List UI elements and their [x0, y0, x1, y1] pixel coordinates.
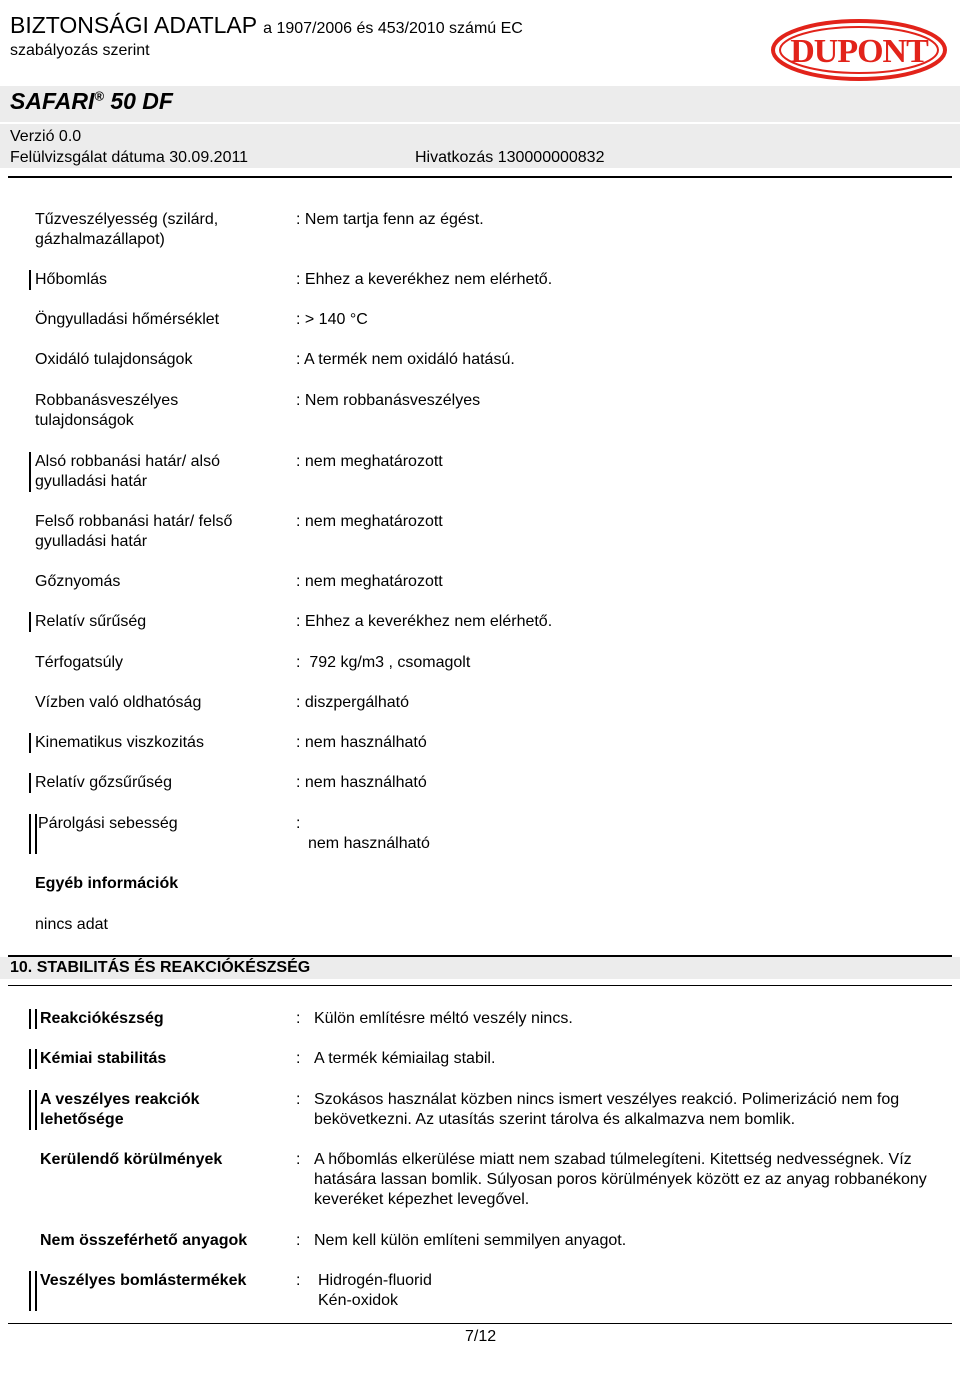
product-suffix: 50 DF	[110, 88, 173, 114]
document-subtitle: szabályozás szerint	[10, 42, 150, 59]
document-title	[10, 12, 523, 39]
value-decomposition-products: Hidrogén-fluorid	[318, 1272, 432, 1289]
section-10-title: 10. STABILITÁS ÉS REAKCIÓKÉSZSÉG	[10, 959, 311, 976]
label-thermal-decomposition: Hőbomlás	[35, 271, 108, 288]
value-explosive: : Nem robbanásveszélyes	[296, 392, 481, 409]
colon: :	[296, 1050, 301, 1067]
label-chemical-stability: Kémiai stabilitás	[40, 1050, 167, 1067]
value-water-solubility: : diszpergálható	[296, 694, 409, 711]
change-marker	[35, 1271, 37, 1311]
value-vapour-pressure: : nem meghatározott	[296, 573, 443, 590]
value-incompatible-materials: Nem kell külön említeni semmilyen anyagot.	[314, 1232, 627, 1249]
change-marker	[29, 1271, 31, 1311]
label-hazardous-reactions: A veszélyes reakciók lehetősége	[40, 1091, 200, 1128]
dupont-logo	[770, 18, 948, 82]
label-vapour-pressure: Gőznyomás	[35, 573, 121, 590]
other-info-text: nincs adat	[35, 916, 108, 933]
change-marker	[29, 1049, 31, 1069]
section-title-underline	[8, 985, 952, 986]
other-info-heading: Egyéb információk	[35, 875, 179, 892]
value-hazardous-reactions: Szokásos használat közben nincs ismert veszélyes reakció. Polimerizáció nem fog bekövetkezni. Az utasítás szerint tárolva és alkalmazva nem bomlik.	[314, 1091, 900, 1128]
revision-date: Felülvizsgálat dátuma 30.09.2011	[10, 149, 249, 166]
label-conditions-to-avoid: Kerülendő körülmények	[40, 1151, 223, 1168]
change-marker	[29, 612, 31, 632]
value-autoignition: : > 140 °C	[296, 311, 368, 328]
value-kinematic-viscosity: : nem használható	[296, 734, 427, 751]
label-reactivity: Reakciókészség	[40, 1010, 164, 1027]
label-kinematic-viscosity: Kinematikus viszkozitás	[35, 734, 204, 751]
change-marker	[35, 1090, 37, 1130]
value-relative-vapour-density: : nem használható	[296, 774, 427, 791]
colon: :	[296, 1010, 301, 1027]
value-reactivity: Külön említésre méltó veszély nincs.	[314, 1010, 573, 1027]
document-title-regulation: a 1907/2006 és 453/2010 számú EC	[263, 20, 523, 37]
svg-text:DUPONT: DUPONT	[790, 33, 928, 70]
label-evaporation-rate: Párolgási sebesség	[38, 815, 178, 832]
header-divider	[8, 176, 952, 178]
label-flammability: Tűzveszélyesség (szilárd, gázhalmazállapot)	[35, 211, 219, 248]
footer-divider	[8, 1323, 952, 1324]
change-marker	[35, 1049, 37, 1069]
label-incompatible-materials: Nem összeférhető anyagok	[40, 1232, 248, 1249]
change-marker	[29, 452, 31, 492]
change-marker	[35, 814, 37, 854]
value-chemical-stability: A termék kémiailag stabil.	[314, 1050, 496, 1067]
colon: :	[296, 1091, 301, 1108]
label-autoignition: Öngyulladási hőmérséklet	[35, 311, 220, 328]
label-explosive: Robbanásveszélyes tulajdonságok	[35, 392, 179, 429]
colon: :	[296, 1232, 301, 1249]
value-upper-explosion-limit: : nem meghatározott	[296, 513, 443, 530]
colon: :	[296, 1272, 301, 1289]
version-text: Verzió 0.0	[10, 128, 82, 145]
change-marker	[29, 773, 31, 793]
label-relative-density: Relatív sűrűség	[35, 613, 147, 630]
value-flammability: : Nem tartja fenn az égést.	[296, 211, 484, 228]
change-marker	[29, 270, 31, 290]
value-bulk-density: : 792 kg/m3 , csomagolt	[296, 654, 471, 671]
change-marker	[29, 1090, 31, 1130]
value-lower-explosion-limit: : nem meghatározott	[296, 453, 443, 470]
colon-evaporation-rate: :	[296, 815, 301, 832]
label-water-solubility: Vízben való oldhatóság	[35, 694, 202, 711]
label-oxidizing: Oxidáló tulajdonságok	[35, 351, 193, 368]
label-lower-explosion-limit: Alsó robbanási határ/ alsó gyulladási határ	[35, 453, 220, 490]
product-name-text: SAFARI	[10, 88, 95, 114]
value-oxidizing: : A termék nem oxidáló hatású.	[296, 351, 515, 368]
change-marker	[29, 733, 31, 753]
reference-number: Hivatkozás 130000000832	[415, 149, 605, 166]
change-marker	[29, 1009, 31, 1029]
value-decomposition-products-2: Kén-oxidok	[318, 1292, 399, 1309]
page-number: 7/12	[465, 1328, 497, 1345]
change-marker	[35, 1009, 37, 1029]
value-relative-density: : Ehhez a keverékhez nem elérhető.	[296, 613, 553, 630]
value-thermal-decomposition: : Ehhez a keverékhez nem elérhető.	[296, 271, 553, 288]
document-title-main: BIZTONSÁGI ADATLAP	[10, 12, 257, 38]
label-relative-vapour-density: Relatív gőzsűrűség	[35, 774, 172, 791]
label-upper-explosion-limit: Felső robbanási határ/ felső gyulladási határ	[35, 513, 233, 550]
value-conditions-to-avoid: A hőbomlás elkerülése miatt nem szabad túlmelegíteni. Kitettség nedvességnek. Víz hatására lassan bomlik. Súlyosan poros körülmények között ez az anyag robbanékony keveréket képezhet levegővel.	[314, 1151, 927, 1208]
label-decomposition-products: Veszélyes bomlástermékek	[40, 1272, 247, 1289]
value-evaporation-rate: nem használható	[308, 835, 430, 852]
registered-mark: ®	[94, 88, 104, 104]
label-bulk-density: Térfogatsúly	[35, 654, 124, 671]
change-marker	[29, 814, 31, 854]
colon: :	[296, 1151, 301, 1168]
product-name	[10, 88, 173, 115]
